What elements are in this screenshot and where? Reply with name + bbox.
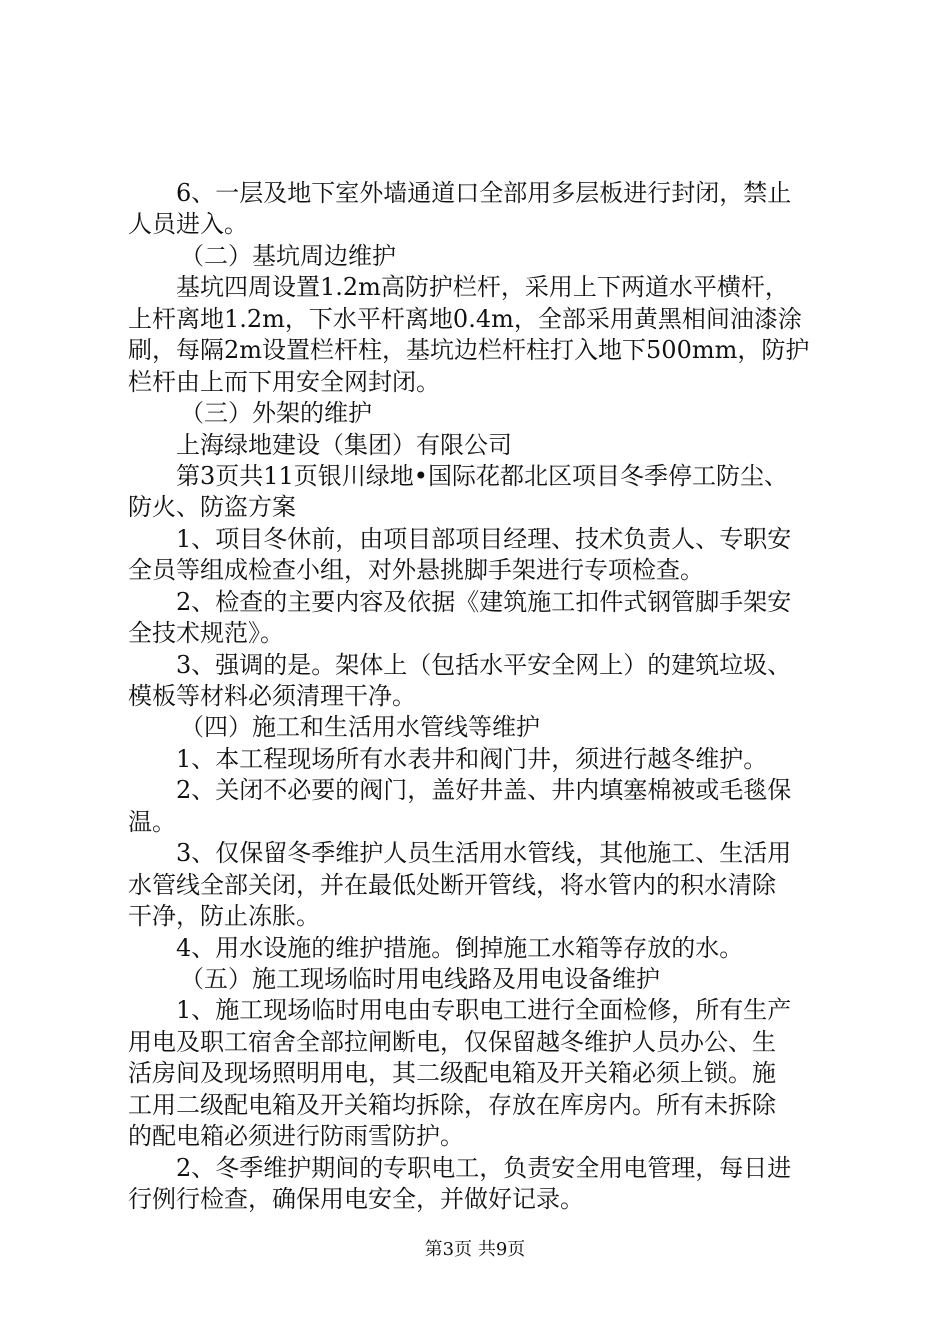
- text-line: 2、检查的主要内容及依据《建筑施工扣件式钢管脚手架安: [176, 587, 792, 616]
- text-line: 温。: [128, 807, 176, 836]
- text-line: 水管线全部关闭，并在最低处断开管线，将水管内的积水清除: [128, 870, 776, 899]
- text-line: 活房间及现场照明用电，其二级配电箱及开关箱必须上锁。施: [128, 1059, 776, 1088]
- text-line: 3、强调的是。架体上（包括水平安全网上）的建筑垃圾、: [176, 650, 792, 679]
- text-line: 栏杆由上而下用安全网封闭。: [128, 367, 440, 396]
- text-line: 上海绿地建设（集团）有限公司: [176, 430, 512, 459]
- document-body: [128, 178, 834, 1215]
- text-line: （二）基坑周边维护: [180, 241, 396, 270]
- text-line: 刷，每隔2m设置栏杆柱，基坑边栏杆柱打入地下500mm，防护: [128, 336, 810, 365]
- text-line: （三）外架的维护: [180, 399, 372, 428]
- page-footer: 第3页 共9页: [424, 1239, 526, 1260]
- text-line: 的配电箱必须进行防雨雪防护。: [128, 1122, 464, 1151]
- text-line: 防火、防盗方案: [128, 493, 296, 522]
- text-line: 行例行检查，确保用电安全，并做好记录。: [128, 1185, 584, 1213]
- text-line: 用电及职工宿舍全部拉闸断电，仅保留越冬维护人员办公、生: [128, 1027, 776, 1056]
- text-line: 基坑四周设置1.2m高防护栏杆，采用上下两道水平横杆，: [176, 273, 789, 302]
- text-line: 人员进入。: [128, 210, 248, 239]
- text-line: 全员等组成检查小组，对外悬挑脚手架进行专项检查。: [128, 556, 704, 585]
- text-line: 全技术规范》。: [128, 619, 284, 648]
- text-line: 6、一层及地下室外墙通道口全部用多层板进行封闭，禁止: [176, 179, 792, 207]
- text-line: 1、本工程现场所有水表井和阀门井，须进行越冬维护。: [176, 744, 768, 773]
- text-line: 1、项目冬休前，由项目部项目经理、技术负责人、专职安: [176, 524, 792, 553]
- text-line: 2、关闭不必要的阀门，盖好井盖、井内填塞棉被或毛毯保: [176, 776, 792, 805]
- text-line: 第3页共11页银川绿地•国际花都北区项目冬季停工防尘、: [176, 461, 788, 490]
- text-line: 3、仅保留冬季维护人员生活用水管线，其他施工、生活用: [176, 839, 792, 868]
- text-line: （四）施工和生活用水管线等维护: [180, 713, 540, 742]
- text-line: 工用二级配电箱及开关箱均拆除，存放在库房内。所有未拆除: [128, 1090, 776, 1119]
- text-line: 4、用水设施的维护措施。倒掉施工水箱等存放的水。: [176, 933, 744, 962]
- text-line: 2、冬季维护期间的专职电工，负责安全用电管理，每日进: [176, 1153, 792, 1182]
- text-line: 模板等材料必须清理干净。: [128, 682, 416, 710]
- text-line: 干净，防止冻胀。: [128, 902, 320, 931]
- text-line: 1、施工现场临时用电由专职电工进行全面检修，所有生产: [176, 996, 792, 1025]
- text-line: （五）施工现场临时用电线路及用电设备维护: [180, 964, 660, 993]
- text-line: 上杆离地1.2m，下水平杆离地0.4m，全部采用黄黑相间油漆涂: [128, 304, 802, 333]
